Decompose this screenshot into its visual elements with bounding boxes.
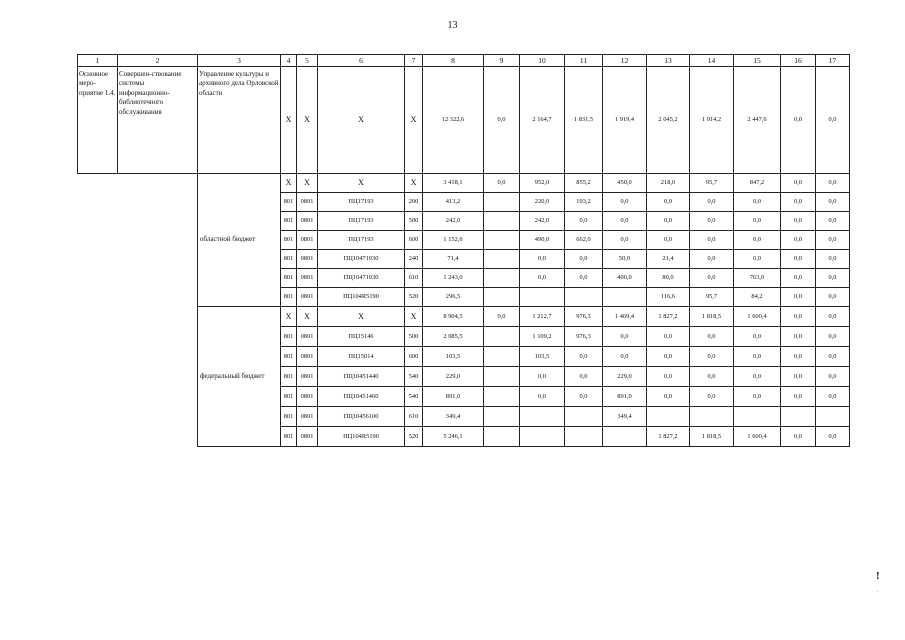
cell-col-17: 0,0 (816, 67, 850, 174)
cell-col-11: 0,0 (565, 212, 603, 231)
cell-col-5: 0801 (297, 231, 318, 250)
header-row (78, 55, 850, 67)
cell-col-4: 801 (281, 387, 297, 407)
cell-col-9 (484, 250, 520, 269)
cell-col-9: 0,0 (484, 307, 520, 327)
column-number: 15 (734, 55, 781, 67)
cell-col-16: 0,0 (781, 212, 816, 231)
cell-col-12: 349,4 (603, 407, 647, 427)
column-number: 7 (405, 55, 423, 67)
cell-col-12: 891,0 (603, 387, 647, 407)
cell-col-8: 5 246,1 (423, 427, 484, 447)
cell-col-4: 801 (281, 427, 297, 447)
cell-col-16: 0,0 (781, 193, 816, 212)
cell-col-9 (484, 269, 520, 288)
cell-col-5: 0801 (297, 250, 318, 269)
cell-col-15: 84,2 (734, 288, 781, 307)
cell-col-5: Х (297, 307, 318, 327)
cell-col-13: 0,0 (647, 231, 690, 250)
cell-col-10: 0,0 (520, 269, 565, 288)
cell-col-15: 763,0 (734, 269, 781, 288)
cell-col-5: 0801 (297, 387, 318, 407)
cell-col-11: 0,0 (565, 269, 603, 288)
cell-col-13: 80,0 (647, 269, 690, 288)
cell-col-5: 0801 (297, 367, 318, 387)
cell-col-13 (647, 407, 690, 427)
cell-col-10: 242,0 (520, 212, 565, 231)
cell-col-9 (484, 231, 520, 250)
cell-col-17 (816, 407, 850, 427)
cell-col-15: 0,0 (734, 367, 781, 387)
cell-col-12: 450,0 (603, 174, 647, 193)
cell-col-12: 1 919,4 (603, 67, 647, 174)
cell-col-4: 801 (281, 250, 297, 269)
cell-col-8: 103,5 (423, 347, 484, 367)
regional-label: областной бюджет (198, 174, 281, 307)
cell-col-17: 0,0 (816, 250, 850, 269)
cell-col-10 (520, 427, 565, 447)
cell-col-15: 0,0 (734, 387, 781, 407)
cell-col-12 (603, 427, 647, 447)
column-number: 11 (565, 55, 603, 67)
cell-col-13: 218,0 (647, 174, 690, 193)
cell-col-8: 242,0 (423, 212, 484, 231)
cell-col-4: Х (281, 174, 297, 193)
cell-col-13: 0,0 (647, 367, 690, 387)
cell-col-5: 0801 (297, 269, 318, 288)
cell-col-5: 0801 (297, 193, 318, 212)
cell-col-11: 0,0 (565, 250, 603, 269)
cell-col-7: 610 (405, 407, 423, 427)
cell-col-4: 801 (281, 231, 297, 250)
cell-col-12: 400,0 (603, 269, 647, 288)
cell-col-10: 952,0 (520, 174, 565, 193)
cell-col-12: 0,0 (603, 347, 647, 367)
cell-col-5: Х (297, 67, 318, 174)
cell-col-9: 0,0 (484, 174, 520, 193)
cell-col-8: 3 418,1 (423, 174, 484, 193)
cell-col-14: 1 818,5 (690, 307, 734, 327)
cell-col-6: ПЦ17193 (318, 212, 405, 231)
cell-col-8: 891,0 (423, 387, 484, 407)
cell-col-7: Х (405, 174, 423, 193)
cell-col-11: 662,0 (565, 231, 603, 250)
cell-col-17: 0,0 (816, 174, 850, 193)
cell-col-6: ПЦ104R5190 (318, 427, 405, 447)
cell-col-12: 1 469,4 (603, 307, 647, 327)
cell-col-11: 0,0 (565, 347, 603, 367)
cell-col-15: 1 600,4 (734, 427, 781, 447)
column-number: 6 (318, 55, 405, 67)
cell-col-6: ПЦ10451460 (318, 387, 405, 407)
cell-col-16: 0,0 (781, 174, 816, 193)
cell-col-16: 0,0 (781, 387, 816, 407)
cell-col-8: 413,2 (423, 193, 484, 212)
cell-col-8: 349,4 (423, 407, 484, 427)
cell-col-7: 610 (405, 269, 423, 288)
cell-col-14: 0,0 (690, 231, 734, 250)
cell-col-5: 0801 (297, 327, 318, 347)
cell-col-8: 2 085,5 (423, 327, 484, 347)
cell-col-7: Х (405, 307, 423, 327)
cell-col-4: 801 (281, 367, 297, 387)
cell-col-4: 801 (281, 288, 297, 307)
cell-col-17: 0,0 (816, 367, 850, 387)
column-number: 2 (118, 55, 198, 67)
cell-col-17: 0,0 (816, 387, 850, 407)
cell-col-15: 0,0 (734, 250, 781, 269)
federal-label: федеральный бюджет (198, 307, 281, 447)
cell-col-17: 0,0 (816, 269, 850, 288)
cell-col-16: 0,0 (781, 288, 816, 307)
cell-col-9 (484, 387, 520, 407)
cell-col-5: Х (297, 174, 318, 193)
cell-col-16: 0,0 (781, 67, 816, 174)
cell-col-14 (690, 407, 734, 427)
cell-col-6: ПЦ15146 (318, 327, 405, 347)
cell-col-17: 0,0 (816, 288, 850, 307)
cell-col-4: 801 (281, 327, 297, 347)
cell-col-7: 600 (405, 231, 423, 250)
cell-col-11 (565, 407, 603, 427)
cell-col-1: Основное меро-приятие 1.4. (78, 67, 118, 174)
cell-col-8: 229,0 (423, 367, 484, 387)
cell-col-10: 1 212,7 (520, 307, 565, 327)
cell-col-11 (565, 288, 603, 307)
cell-col-9 (484, 407, 520, 427)
cell-col-9 (484, 347, 520, 367)
cell-col-10 (520, 288, 565, 307)
cell-col-4: 801 (281, 269, 297, 288)
cell-col-14: 95,7 (690, 288, 734, 307)
cell-col-14: 0,0 (690, 387, 734, 407)
cell-col-5: 0801 (297, 212, 318, 231)
cell-col-8: 8 904,5 (423, 307, 484, 327)
cell-col-6: Х (318, 174, 405, 193)
column-number: 3 (198, 55, 281, 67)
cell-col-9 (484, 327, 520, 347)
cell-col-11 (565, 427, 603, 447)
cell-col-14: 0,0 (690, 367, 734, 387)
cell-col-17: 0,0 (816, 347, 850, 367)
cell-col-15: 0,0 (734, 347, 781, 367)
cell-col-9 (484, 367, 520, 387)
cell-col-12: 50,0 (603, 250, 647, 269)
main-event-row (78, 67, 850, 174)
cell-col-6: ПЦ10451440 (318, 367, 405, 387)
cell-col-14: 95,7 (690, 174, 734, 193)
cell-col-14: 0,0 (690, 327, 734, 347)
cell-col-15: 847,2 (734, 174, 781, 193)
cell-col-14: 0,0 (690, 212, 734, 231)
column-number: 10 (520, 55, 565, 67)
cell-col-6: ПЦ10471930 (318, 250, 405, 269)
column-number: 9 (484, 55, 520, 67)
cell-col-10: 490,0 (520, 231, 565, 250)
cell-col-17: 0,0 (816, 231, 850, 250)
cell-col-14: 0,0 (690, 250, 734, 269)
cell-col-17: 0,0 (816, 427, 850, 447)
cell-col-7: 540 (405, 387, 423, 407)
column-number: 17 (816, 55, 850, 67)
cell-col-10: 1 109,2 (520, 327, 565, 347)
column-number: 8 (423, 55, 484, 67)
blank-cell (78, 174, 198, 307)
cell-col-10 (520, 407, 565, 427)
cell-col-7: 500 (405, 327, 423, 347)
cell-col-6: ПЦ10471930 (318, 269, 405, 288)
cell-col-13: 0,0 (647, 347, 690, 367)
blank-cell (78, 307, 198, 447)
cell-col-15: 0,0 (734, 193, 781, 212)
cell-col-16: 0,0 (781, 269, 816, 288)
cell-col-4: Х (281, 307, 297, 327)
column-number: 4 (281, 55, 297, 67)
cell-col-14: 0,0 (690, 347, 734, 367)
cell-col-5: 0801 (297, 407, 318, 427)
cell-col-8: 12 322,6 (423, 67, 484, 174)
cell-col-15 (734, 407, 781, 427)
cell-col-11: 1 831,5 (565, 67, 603, 174)
cell-col-7: 500 (405, 212, 423, 231)
cell-col-13: 0,0 (647, 327, 690, 347)
cell-col-5: 0801 (297, 347, 318, 367)
cell-col-12: 0,0 (603, 193, 647, 212)
cell-col-17: 0,0 (816, 327, 850, 347)
cell-col-7: 200 (405, 193, 423, 212)
cell-col-6: ПЦ17193 (318, 193, 405, 212)
margin-mark: ! (876, 570, 880, 582)
cell-col-4: 801 (281, 212, 297, 231)
cell-col-7: Х (405, 67, 423, 174)
cell-col-6: ПЦ10456100 (318, 407, 405, 427)
cell-col-13: 1 827,2 (647, 427, 690, 447)
cell-col-9 (484, 288, 520, 307)
column-number: 16 (781, 55, 816, 67)
cell-col-9 (484, 212, 520, 231)
cell-col-16: 0,0 (781, 367, 816, 387)
cell-col-16: 0,0 (781, 347, 816, 367)
cell-col-4: Х (281, 67, 297, 174)
cell-col-11: 976,3 (565, 327, 603, 347)
cell-col-8: 1 243,0 (423, 269, 484, 288)
cell-col-8: 296,5 (423, 288, 484, 307)
cell-col-7: 520 (405, 427, 423, 447)
cell-col-14: 1 914,2 (690, 67, 734, 174)
cell-col-10: 0,0 (520, 387, 565, 407)
column-number: 5 (297, 55, 318, 67)
cell-col-12: 229,0 (603, 367, 647, 387)
cell-col-5: 0801 (297, 288, 318, 307)
cell-col-9: 0,0 (484, 67, 520, 174)
column-number: 1 (78, 55, 118, 67)
cell-col-8: 71,4 (423, 250, 484, 269)
column-number: 13 (647, 55, 690, 67)
federal-row (78, 307, 850, 327)
cell-col-7: 600 (405, 347, 423, 367)
cell-col-13: 0,0 (647, 193, 690, 212)
cell-col-7: 240 (405, 250, 423, 269)
cell-col-4: 801 (281, 193, 297, 212)
cell-col-13: 21,4 (647, 250, 690, 269)
cell-col-6: ПЦ104R5190 (318, 288, 405, 307)
cell-col-17: 0,0 (816, 212, 850, 231)
cell-col-6: ПЦ17193 (318, 231, 405, 250)
cell-col-13: 2 045,2 (647, 67, 690, 174)
cell-col-3: Управление культуры и архивного дела Орловской области (198, 67, 281, 174)
cell-col-13: 0,0 (647, 212, 690, 231)
cell-col-13: 116,6 (647, 288, 690, 307)
cell-col-15: 0,0 (734, 327, 781, 347)
cell-col-14: 0,0 (690, 269, 734, 288)
cell-col-14: 1 818,5 (690, 427, 734, 447)
cell-col-12 (603, 288, 647, 307)
cell-col-16: 0,0 (781, 250, 816, 269)
cell-col-11: 0,0 (565, 367, 603, 387)
cell-col-10: 0,0 (520, 250, 565, 269)
cell-col-9 (484, 193, 520, 212)
cell-col-16: 0,0 (781, 327, 816, 347)
cell-col-11: 0,0 (565, 387, 603, 407)
cell-col-16: 0,0 (781, 427, 816, 447)
page-number: 13 (447, 20, 458, 31)
cell-col-15: 0,0 (734, 231, 781, 250)
cell-col-7: 540 (405, 367, 423, 387)
budget-table (77, 54, 850, 447)
cell-col-4: 801 (281, 347, 297, 367)
cell-col-11: 193,2 (565, 193, 603, 212)
cell-col-9 (484, 427, 520, 447)
cell-col-15: 0,0 (734, 212, 781, 231)
cell-col-16: 0,0 (781, 231, 816, 250)
cell-col-11: 976,3 (565, 307, 603, 327)
cell-col-4: 801 (281, 407, 297, 427)
cell-col-10: 220,0 (520, 193, 565, 212)
cell-col-13: 0,0 (647, 387, 690, 407)
regional-row (78, 174, 850, 193)
cell-col-5: 0801 (297, 427, 318, 447)
cell-col-7: 520 (405, 288, 423, 307)
cell-col-12: 0,0 (603, 212, 647, 231)
cell-col-6: Х (318, 67, 405, 174)
cell-col-15: 2 447,6 (734, 67, 781, 174)
cell-col-10: 0,0 (520, 367, 565, 387)
margin-dot: . (877, 589, 879, 594)
cell-col-8: 1 152,0 (423, 231, 484, 250)
cell-col-10: 2 164,7 (520, 67, 565, 174)
cell-col-17: 0,0 (816, 307, 850, 327)
cell-col-12: 0,0 (603, 231, 647, 250)
cell-col-17: 0,0 (816, 193, 850, 212)
cell-col-13: 1 827,2 (647, 307, 690, 327)
cell-col-6: Х (318, 307, 405, 327)
column-number: 12 (603, 55, 647, 67)
cell-col-12: 0,0 (603, 327, 647, 347)
cell-col-2: Совершен-ствование системы информационно-библиотечного обслуживания (118, 67, 198, 174)
cell-col-16 (781, 407, 816, 427)
cell-col-15: 1 600,4 (734, 307, 781, 327)
column-number: 14 (690, 55, 734, 67)
cell-col-16: 0,0 (781, 307, 816, 327)
cell-col-6: ПЦ15014 (318, 347, 405, 367)
cell-col-14: 0,0 (690, 193, 734, 212)
cell-col-10: 103,5 (520, 347, 565, 367)
cell-col-11: 855,2 (565, 174, 603, 193)
